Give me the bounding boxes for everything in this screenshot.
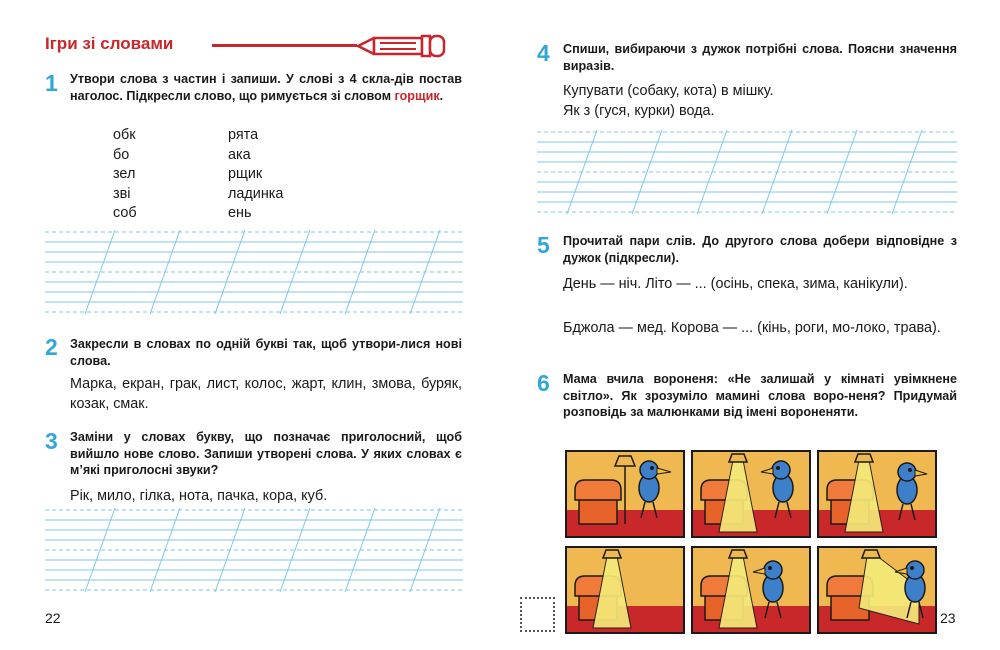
word-parts-row: [113, 185, 283, 205]
task-2-number: 2: [45, 334, 58, 360]
word-parts-row: [113, 126, 283, 146]
word-parts-row: [113, 165, 283, 185]
task-5-number: 5: [537, 232, 550, 258]
word-parts-table: [113, 126, 283, 224]
word-part-start: бо: [113, 146, 130, 163]
comic-panel-3: [817, 450, 937, 538]
word-part-end: ладинка: [228, 185, 284, 202]
task-6-number: 6: [537, 370, 550, 396]
task-4-line-2: Як з (гуся, курки) вода.: [563, 103, 715, 119]
comic-panel-4: [565, 546, 685, 634]
task-1-highlight-word: горщик: [394, 88, 440, 103]
task-2-words: Марка, екран, грак, лист, колос, жарт, клин, змова, буряк, козак, смак.: [70, 376, 462, 412]
word-part-start: соб: [113, 205, 137, 221]
word-part-start: обк: [113, 127, 136, 143]
word-parts-row: [113, 146, 283, 166]
task-2-instruction: Закресли в словах по одній букві так, щоб утвори-лися нові слова.: [70, 337, 462, 368]
task-5-instruction: Прочитай пари слів. До другого слова добери відповідне з дужок (підкресли).: [563, 234, 957, 265]
task-4-instruction: Спиши, вибираючи з дужок потрібні слова. Поясни значення виразів.: [563, 42, 957, 73]
task-3-instruction: Заміни у словах букву, що позначає приголосний, щоб вийшло нове слово. Запиши утворені слова. У яких словах є м’які приголосні звуки?: [70, 430, 462, 477]
comic-panel-2: [691, 450, 811, 538]
writing-lines-1[interactable]: [45, 230, 463, 314]
title-underline: [212, 44, 357, 47]
task-3-number: 3: [45, 428, 58, 454]
pencil-icon: [356, 34, 451, 58]
task-5-paragraph-2: Бджола — мед. Корова — ... (кінь, роги, мо-локо, трава).: [563, 320, 941, 336]
task-4-number: 4: [537, 40, 550, 66]
word-part-end: ака: [228, 146, 251, 163]
comic-panel-1: [565, 450, 685, 538]
page-number-right: 23: [940, 610, 956, 626]
task-1-instruction: Утвори слова з частин і запиши. У слові з 4 скла-дів постав наголос. Підкресли слово, що римується зі словом горщик.: [70, 72, 462, 103]
word-parts-row: [113, 204, 283, 224]
writing-lines-3[interactable]: [537, 130, 957, 214]
word-part-end: рята: [228, 127, 259, 143]
comic-panel-6: [817, 546, 937, 634]
page-number-left: 22: [45, 610, 61, 626]
comic-strip: [565, 450, 940, 635]
task-3-words: Рік, мило, гілка, нота, пачка, кора, куб.: [70, 488, 328, 504]
task-6-instruction: Мама вчила вороненя: «Не залишай у кімнаті увімкнене світло». Як зрозуміло мамині слова воро-неня? Придумай розповідь за малюнками від імені вороненяти.: [563, 372, 957, 419]
self-check-box[interactable]: [520, 597, 555, 632]
comic-panel-5: [691, 546, 811, 634]
word-part-start: зві: [113, 185, 131, 202]
task-1-number: 1: [45, 70, 58, 96]
word-part-end: ень: [228, 205, 252, 221]
writing-lines-2[interactable]: [45, 508, 463, 592]
task-4-line-1: Купувати (собаку, кота) в мішку.: [563, 83, 774, 99]
word-part-start: зел: [113, 166, 136, 182]
page-title: Ігри зі словами: [45, 34, 174, 53]
word-part-end: рщик: [228, 166, 263, 182]
task-5-paragraph-1: День — ніч. Літо — ... (осінь, спека, зима, канікули).: [563, 276, 908, 292]
